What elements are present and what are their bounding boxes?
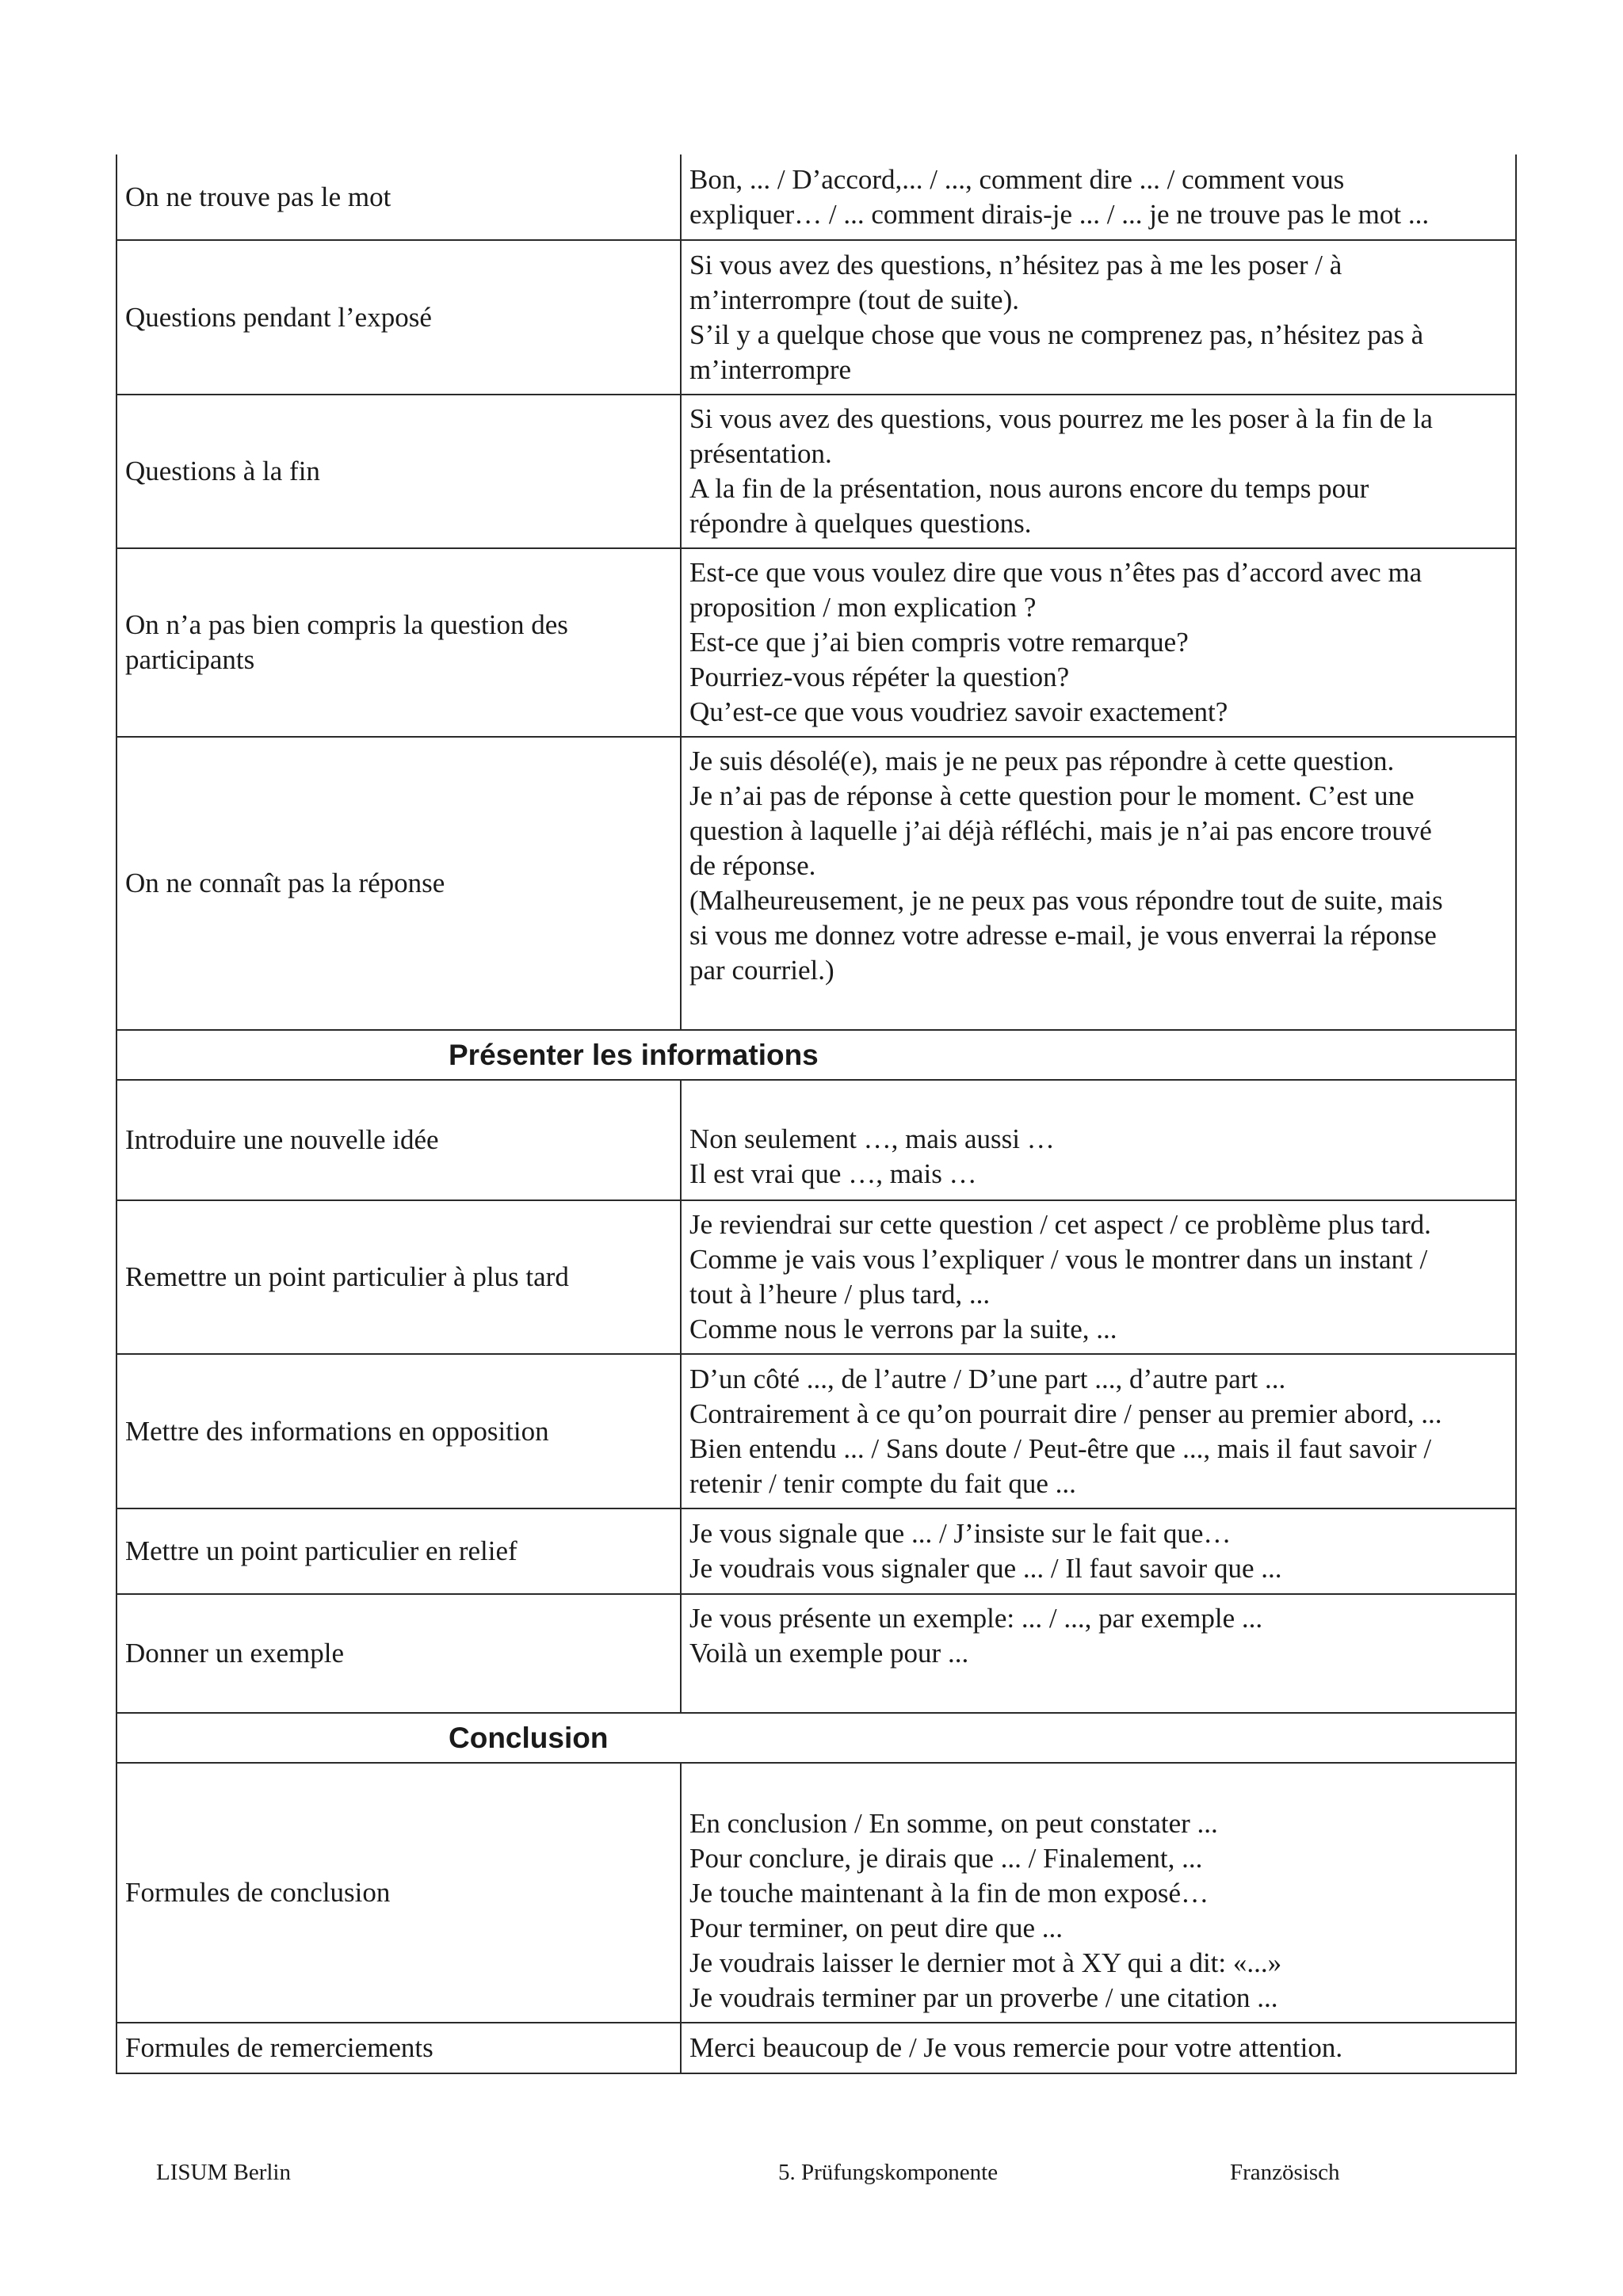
row-label: Mettre des informations en opposition	[116, 1354, 681, 1508]
table-row	[116, 1763, 1516, 2023]
table-row	[116, 1508, 1516, 1594]
section-title-conclusion: Conclusion	[449, 1721, 609, 1754]
row-label: On n’a pas bien compris la question des participants	[116, 548, 681, 737]
row-phrases: Je vous présente un exemple: ... / ..., par exemple ... Voilà un exemple pour ...	[681, 1594, 1516, 1713]
page-footer	[0, 2160, 1623, 2199]
row-label: Introduire une nouvelle idée	[116, 1080, 681, 1200]
section-header-row	[116, 1713, 1516, 1763]
row-phrases: Si vous avez des questions, n’hésitez pas à me les poser / à m’interrompre (tout de suite). S’il y a quelque chose que vous ne comprenez pas, n’hésitez pas à m’interrompre	[681, 240, 1516, 395]
row-label: Formules de conclusion	[116, 1763, 681, 2023]
table-row	[116, 1080, 1516, 1200]
row-label: Questions à la fin	[116, 395, 681, 548]
row-phrases: Bon, ... / D’accord,... / ..., comment dire ... / comment vous expliquer… / ... comment dirais-je ... / ... je ne trouve pas le mot ...	[681, 154, 1516, 240]
row-phrases: Je reviendrai sur cette question / cet aspect / ce problème plus tard. Comme je vais vous l’expliquer / vous le montrer dans un instant / tout à l’heure / plus tard, ... Comme nous le verrons par la suite, ...	[681, 1200, 1516, 1354]
footer-subject: Französisch	[1230, 2160, 1340, 2185]
table-row	[116, 1200, 1516, 1354]
table-row	[116, 2023, 1516, 2073]
table-row	[116, 737, 1516, 1030]
row-phrases: Je vous signale que ... / J’insiste sur le fait que… Je voudrais vous signaler que ... / Il faut savoir que ...	[681, 1508, 1516, 1594]
row-label: Donner un exemple	[116, 1594, 681, 1713]
footer-component: 5. Prüfungskomponente	[778, 2160, 999, 2185]
section-title-informations: Présenter les informations	[449, 1038, 819, 1071]
row-label: On ne trouve pas le mot	[116, 154, 681, 240]
row-phrases: Non seulement …, mais aussi … Il est vrai que …, mais …	[681, 1080, 1516, 1200]
row-phrases: Est-ce que vous voulez dire que vous n’êtes pas d’accord avec ma proposition / mon explication ? Est-ce que j’ai bien compris votre remarque? Pourriez-vous répéter la question? Qu’est-ce que vous voudriez savoir exactement?	[681, 548, 1516, 737]
row-label: Remettre un point particulier à plus tard	[116, 1200, 681, 1354]
row-phrases: Merci beaucoup de / Je vous remercie pour votre attention.	[681, 2023, 1516, 2073]
table-row	[116, 1594, 1516, 1713]
row-label: Mettre un point particulier en relief	[116, 1508, 681, 1594]
phrases-table	[116, 154, 1517, 2074]
row-phrases: D’un côté ..., de l’autre / D’une part ..., d’autre part ... Contrairement à ce qu’on pourrait dire / penser au premier abord, ... Bien entendu ... / Sans doute / Peut-être que ..., mais il faut savoir / retenir / tenir compte du fait que ...	[681, 1354, 1516, 1508]
table-row	[116, 395, 1516, 548]
table-row	[116, 548, 1516, 737]
footer-institution: LISUM Berlin	[156, 2160, 291, 2185]
row-label: Questions pendant l’exposé	[116, 240, 681, 395]
row-phrases: En conclusion / En somme, on peut constater ... Pour conclure, je dirais que ... / Finalement, ... Je touche maintenant à la fin de mon exposé… Pour terminer, on peut dire que ... Je voudrais laisser le dernier mot à XY qui a dit: «...» Je voudrais terminer par un proverbe / une citation ...	[681, 1763, 1516, 2023]
table-row	[116, 240, 1516, 395]
section-header-row	[116, 1030, 1516, 1080]
table-row	[116, 1354, 1516, 1508]
row-label: Formules de remerciements	[116, 2023, 681, 2073]
row-label: On ne connaît pas la réponse	[116, 737, 681, 1030]
row-phrases: Si vous avez des questions, vous pourrez me les poser à la fin de la présentation. A la fin de la présentation, nous aurons encore du temps pour répondre à quelques questions.	[681, 395, 1516, 548]
table-row	[116, 154, 1516, 240]
row-phrases: Je suis désolé(e), mais je ne peux pas répondre à cette question. Je n’ai pas de réponse à cette question pour le moment. C’est une question à laquelle j’ai déjà réfléchi, mais je n’ai pas encore trouvé de réponse. (Malheureusement, je ne peux pas vous répondre tout de suite, mais si vous me donnez votre adresse e-mail, je vous enverrai la réponse par courriel.)	[681, 737, 1516, 1030]
